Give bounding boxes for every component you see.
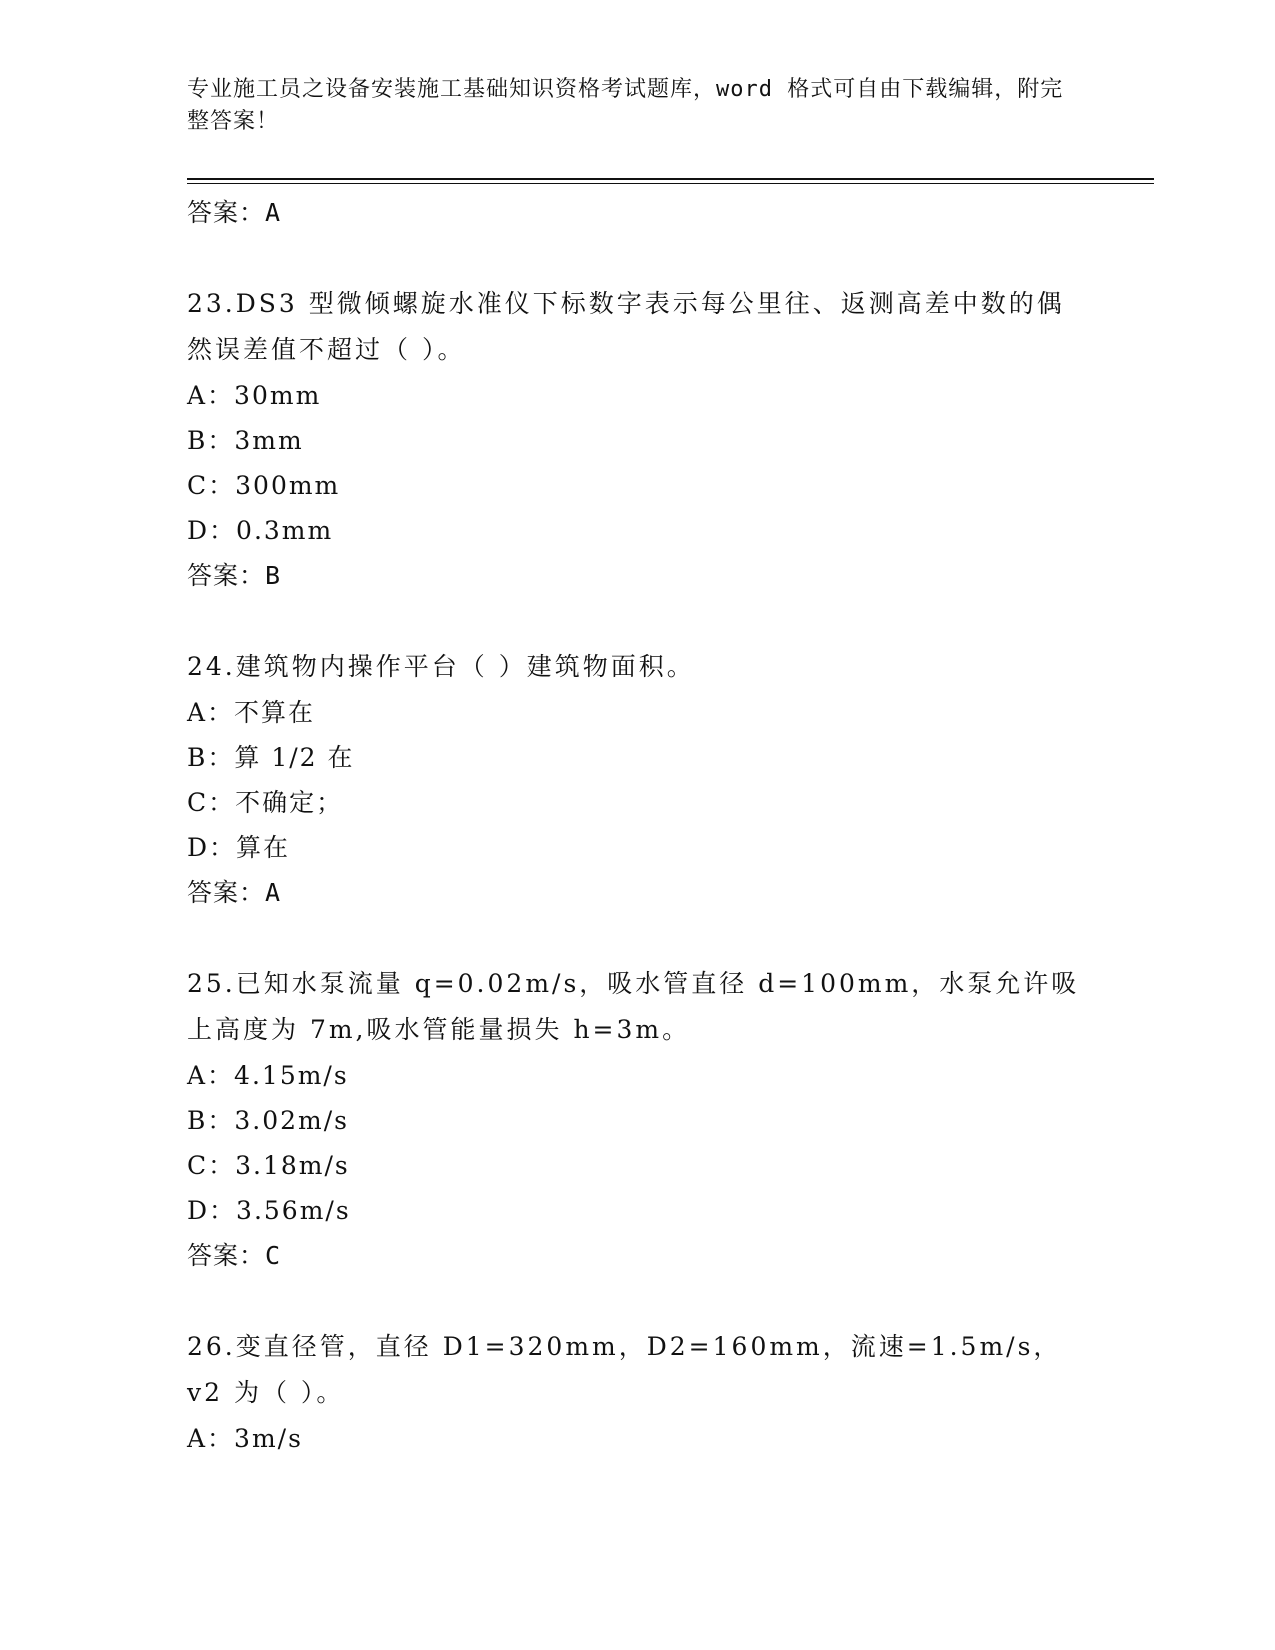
option-a: A：不算在 xyxy=(187,698,316,727)
option-a: A：3m/s xyxy=(187,1424,303,1453)
answer-line: 答案：C xyxy=(187,1241,282,1270)
option-b: B：3.02m/s xyxy=(187,1106,349,1135)
option-c: C：不确定； xyxy=(187,788,344,817)
option-c: C：3.18m/s xyxy=(187,1151,350,1180)
option-b: B：3mm xyxy=(187,426,304,455)
option-d: D：3.56m/s xyxy=(187,1196,351,1225)
question-stem: 24.建筑物内操作平台（ ）建筑物面积。 xyxy=(187,652,695,681)
header-divider-thick xyxy=(187,178,1154,180)
question-25 xyxy=(187,961,1087,1279)
document-header: 专业施工员之设备安装施工基础知识资格考试题库，word 格式可自由下载编辑，附完整答案！ xyxy=(187,77,1064,134)
answer-line: 答案：A xyxy=(187,198,282,227)
question-list xyxy=(187,190,1087,1461)
question-26 xyxy=(187,1324,1087,1461)
option-d: D：算在 xyxy=(187,833,291,862)
question-stem: 23.DS3 型微倾螺旋水准仪下标数字表示每公里往、返测高差中数的偶然误差值不超过（ ）。 xyxy=(187,289,1065,364)
answer-line: 答案：A xyxy=(187,878,282,907)
question-24 xyxy=(187,644,1087,916)
option-c: C：300mm xyxy=(187,471,341,500)
option-d: D：0.3mm xyxy=(187,516,334,545)
option-b: B：算 1/2 在 xyxy=(187,743,355,772)
header-divider-thin xyxy=(187,183,1154,184)
option-a: A：4.15m/s xyxy=(187,1061,349,1090)
answer-line: 答案：B xyxy=(187,561,282,590)
option-a: A：30mm xyxy=(187,381,322,410)
question-stem: 25.已知水泵流量 q=0.02m/s，吸水管直径 d=100mm，水泵允许吸上高度为 7m,吸水管能量损失 h=3m。 xyxy=(187,969,1080,1044)
question-stem: 26.变直径管，直径 D1=320mm，D2=160mm，流速=1.5m/s，v2 为（ ）。 xyxy=(187,1332,1062,1407)
question-23 xyxy=(187,281,1087,599)
